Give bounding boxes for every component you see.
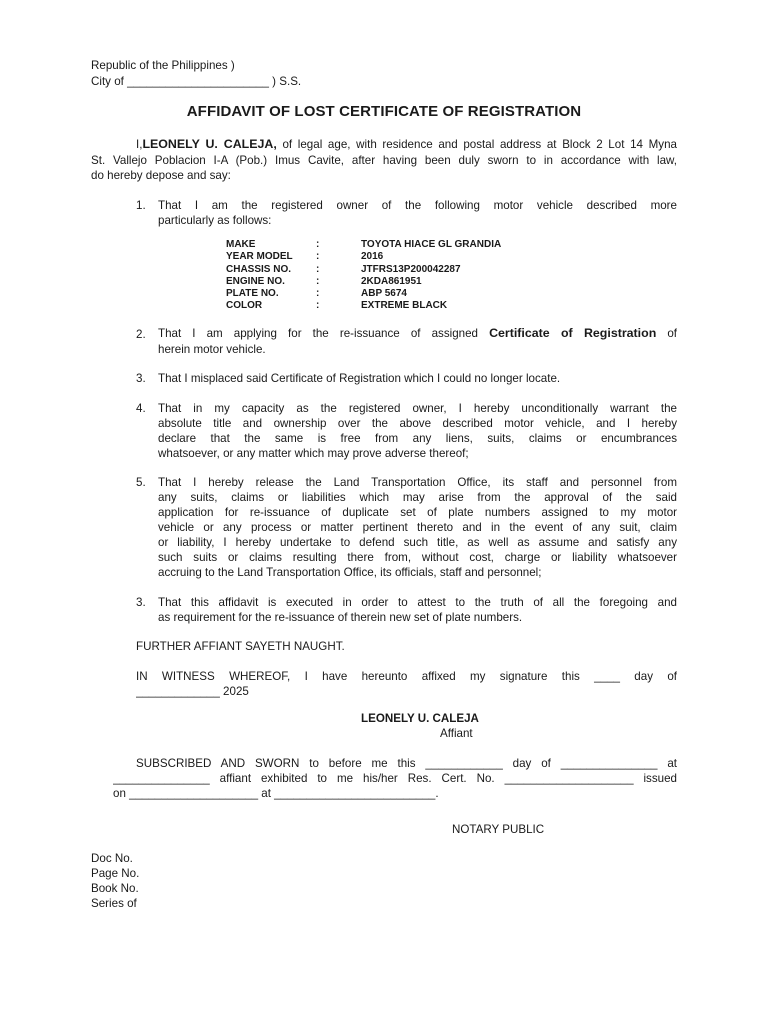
vehicle-row: CHASSIS NO. : JTFRS13P200042287 [226, 263, 461, 275]
header-republic: Republic of the Philippines ) [91, 59, 235, 72]
jurat-line1: SUBSCRIBED AND SWORN to before me this ____________ day of _______________ at [136, 757, 677, 770]
document-title: AFFIDAVIT OF LOST CERTIFICATE OF REGISTRATION [186, 103, 582, 120]
vehicle-row: ENGINE NO. : 2KDA861951 [226, 275, 422, 287]
intro-line3: do hereby depose and say: [91, 169, 231, 182]
doc-no-label: Doc No. [91, 852, 133, 865]
item-number: 1. [136, 199, 146, 212]
intro-rest: of legal age, with residence and postal address at Block 2 Lot 14 Myna [276, 138, 677, 151]
book-no-label: Book No. [91, 882, 139, 895]
jurat-rest [113, 771, 677, 801]
vehicle-details-table [226, 239, 546, 313]
intro-rest-lines [91, 153, 677, 183]
jurat-line3: on ____________________ at _________________________. [113, 787, 439, 800]
certificate-of-registration-emphasis: Certificate of Registration [489, 326, 657, 340]
item-3-text: That I misplaced said Certificate of Registration which I could no longer locate. [158, 372, 561, 385]
item-2-text: That I am applying for the re-issuance of assigned Certificate of Registration of herein motor vehicle. [158, 326, 677, 356]
intro-prefix: I, [136, 138, 143, 151]
intro-line2: St. Vallejo Poblacion I-A (Pob.) Imus Cavite, after having been duly sworn to in accordance with law, [91, 154, 677, 167]
affiant-name-inline: LEONELY U. CALEJA, [142, 137, 277, 151]
vehicle-row: YEAR MODEL : 2016 [226, 251, 384, 263]
page-no-label: Page No. [91, 867, 140, 880]
intro-line1 [136, 137, 677, 153]
vehicle-row: PLATE NO. : ABP 5674 [226, 288, 407, 300]
affiant-signature-name: LEONELY U. CALEJA [361, 712, 479, 725]
witness-paragraph: IN WITNESS WHEREOF, I have hereunto affixed my signature this ____ day of _____________ 2025 [136, 670, 677, 698]
vehicle-row: COLOR : EXTREME BLACK [226, 300, 448, 312]
item-number: 5. [136, 476, 146, 489]
item-5-text: That I hereby release the Land Transportation Office, its staff and personnel from any suits, claims or liabilities which may arise from the approval of the said application for re-issuance of duplicate set of plate numbers assigned to my motor vehicle or any process or matter pertinent thereto and in the event of any suit, claim or liability, I hereby undertake to defend such title, as well as assume and satisfy any such suits or claims resulting there from, without cost, charge or liability whatsoever accruing to the Land Transportation Office, its officials, staff and personnel; [158, 476, 677, 579]
jurat-line2: _______________ affiant exhibited to me his/her Res. Cert. No. ____________________ issued [113, 772, 677, 785]
item-number: 3. [136, 596, 146, 609]
header-city: City of ______________________ ) S.S. [91, 75, 302, 88]
item-number: 4. [136, 402, 146, 415]
further-affiant-text: FURTHER AFFIANT SAYETH NAUGHT. [136, 640, 345, 653]
item-4-text: That in my capacity as the registered owner, I hereby unconditionally warrant the absolute title and ownership over the above described motor vehicle, and I hereby declare that the same is free from any liens, suits, claims or encumbrances whatsoever, or any matter which may prove adverse thereof; [158, 402, 677, 460]
notary-public-label: NOTARY PUBLIC [452, 823, 545, 836]
vehicle-row: MAKE : TOYOTA HIACE GL GRANDIA [226, 239, 502, 250]
series-of-label: Series of [91, 897, 137, 910]
item-6-text: That this affidavit is executed in order to attest to the truth of all the foregoing and as requirement for the re-issuance of therein new set of plate numbers. [158, 596, 677, 624]
jurat-line1-wrap [136, 756, 677, 771]
affiant-label: Affiant [440, 727, 473, 740]
item-number: 2. [136, 328, 146, 341]
item-number: 3. [136, 372, 146, 385]
item-1-text: That I am the registered owner of the following motor vehicle described more particularly as follows: [158, 199, 677, 227]
